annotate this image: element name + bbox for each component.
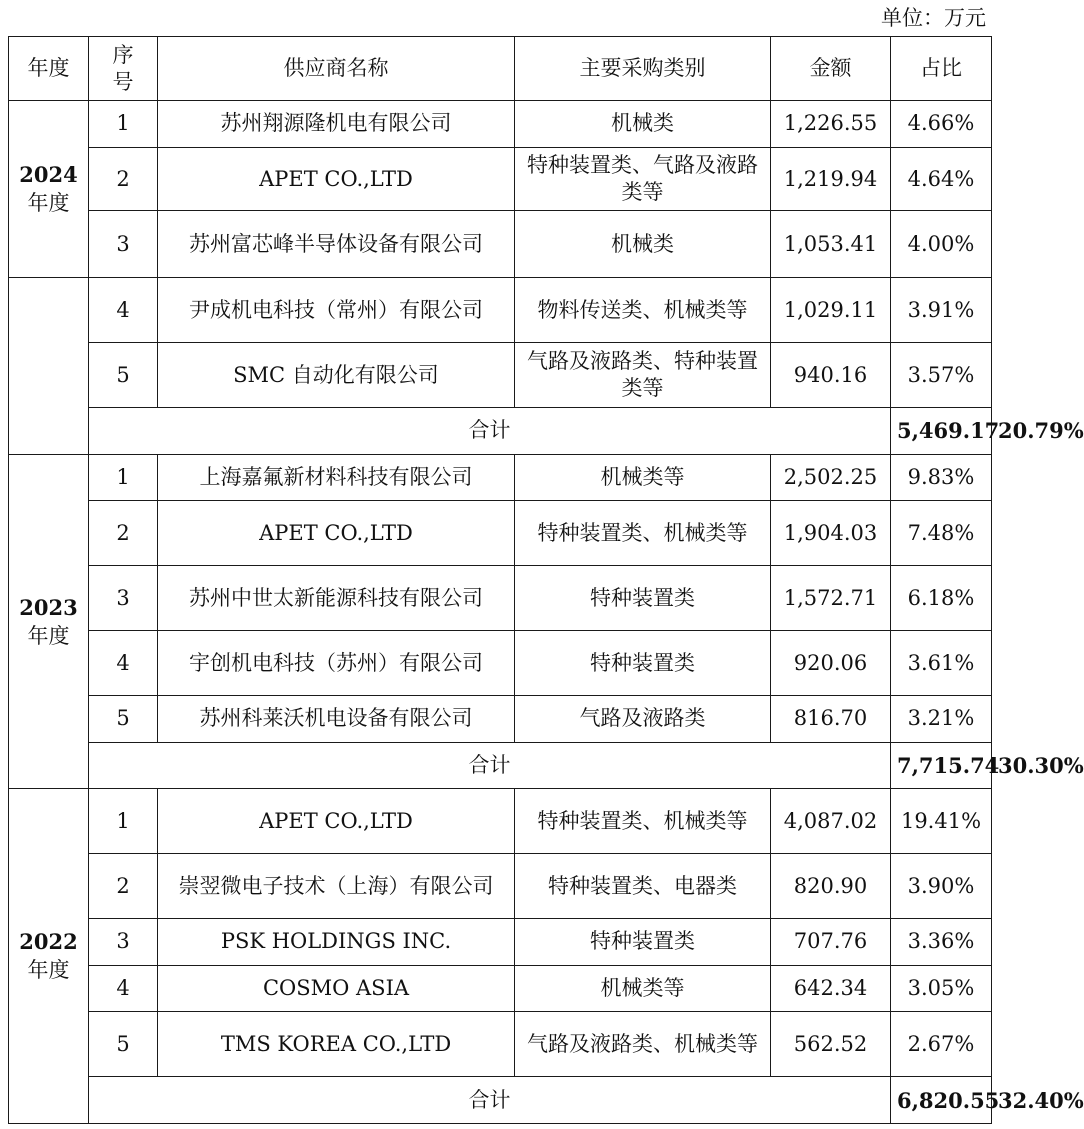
amount-cell: 1,226.55 <box>771 101 891 148</box>
year-cell <box>9 101 89 278</box>
total-label: 合计 <box>89 1077 891 1124</box>
supplier-cell: 苏州中世太新能源科技有限公司 <box>158 566 515 631</box>
amount-cell: 1,904.03 <box>771 501 891 566</box>
table-row <box>9 1012 992 1077</box>
amount-cell: 562.52 <box>771 1012 891 1077</box>
share-cell: 3.57% <box>891 343 992 408</box>
category-cell: 特种装置类 <box>515 566 771 631</box>
amount-cell: 642.34 <box>771 965 891 1012</box>
table-row <box>9 501 992 566</box>
seq-cell: 2 <box>89 854 158 919</box>
category-cell: 特种装置类、机械类等 <box>515 501 771 566</box>
share-cell: 2.67% <box>891 1012 992 1077</box>
header-seq: 序号 <box>89 37 158 101</box>
category-cell: 特种装置类 <box>515 631 771 696</box>
share-cell: 4.64% <box>891 147 992 211</box>
amount-cell: 940.16 <box>771 343 891 408</box>
year-cell <box>9 454 89 789</box>
amount-cell: 1,053.41 <box>771 211 891 278</box>
header-share: 占比 <box>891 37 992 101</box>
year-suffix: 年度 <box>27 191 70 216</box>
category-cell: 机械类 <box>515 101 771 148</box>
share-cell: 9.83% <box>891 454 992 501</box>
table-row <box>9 696 992 743</box>
table-row <box>9 919 992 966</box>
year-suffix: 年度 <box>27 623 70 648</box>
amount-cell: 816.70 <box>771 696 891 743</box>
seq-cell: 1 <box>89 454 158 501</box>
amount-cell: 2,502.25 <box>771 454 891 501</box>
seq-cell: 3 <box>89 919 158 966</box>
share-cell: 3.91% <box>891 278 992 343</box>
category-cell: 物料传送类、机械类等 <box>515 278 771 343</box>
share-cell: 3.05% <box>891 965 992 1012</box>
supplier-cell: 上海嘉氟新材料科技有限公司 <box>158 454 515 501</box>
category-cell: 气路及液路类、特种装置类等 <box>515 343 771 408</box>
table-row <box>9 789 992 854</box>
category-cell: 气路及液路类、机械类等 <box>515 1012 771 1077</box>
header-category: 主要采购类别 <box>515 37 771 101</box>
total-row: 合计 6,820.55 32.40% <box>9 1077 992 1124</box>
seq-cell: 1 <box>89 789 158 854</box>
share-cell: 4.66% <box>891 101 992 148</box>
amount-cell: 707.76 <box>771 919 891 966</box>
supplier-table <box>8 36 1084 1124</box>
seq-cell: 5 <box>89 1012 158 1077</box>
table-row <box>9 854 992 919</box>
table-row <box>9 454 992 501</box>
seq-cell: 5 <box>89 696 158 743</box>
unit-label: 单位：万元 <box>881 6 986 30</box>
category-cell: 机械类 <box>515 211 771 278</box>
seq-cell: 5 <box>89 343 158 408</box>
header-supplier: 供应商名称 <box>158 37 515 101</box>
supplier-cell: COSMO ASIA <box>158 965 515 1012</box>
amount-cell: 820.90 <box>771 854 891 919</box>
year-value: 2024 <box>19 162 78 188</box>
category-cell: 特种装置类、气路及液路类等 <box>515 147 771 211</box>
seq-cell: 4 <box>89 278 158 343</box>
table-row <box>9 211 992 278</box>
total-row: 合计 7,715.74 30.30% <box>9 742 992 789</box>
seq-cell: 3 <box>89 211 158 278</box>
table-row <box>9 965 992 1012</box>
supplier-cell: 宇创机电科技（苏州）有限公司 <box>158 631 515 696</box>
supplier-cell: 苏州科莱沃机电设备有限公司 <box>158 696 515 743</box>
header-row <box>9 37 992 101</box>
total-label: 合计 <box>89 742 891 789</box>
seq-cell: 1 <box>89 101 158 148</box>
share-cell: 19.41% <box>891 789 992 854</box>
share-cell: 3.36% <box>891 919 992 966</box>
category-cell: 气路及液路类 <box>515 696 771 743</box>
share-cell: 3.61% <box>891 631 992 696</box>
share-cell: 3.21% <box>891 696 992 743</box>
supplier-cell: TMS KOREA CO.,LTD <box>158 1012 515 1077</box>
total-row: 合计 5,469.17 20.79% <box>9 408 992 455</box>
share-cell: 7.48% <box>891 501 992 566</box>
seq-cell: 4 <box>89 965 158 1012</box>
supplier-cell: APET CO.,LTD <box>158 501 515 566</box>
category-cell: 特种装置类、电器类 <box>515 854 771 919</box>
seq-cell: 2 <box>89 501 158 566</box>
total-amount: 6,820.55 <box>891 1077 992 1124</box>
amount-cell: 1,572.71 <box>771 566 891 631</box>
year-value: 2023 <box>19 594 78 620</box>
year-value: 2022 <box>19 929 78 955</box>
supplier-cell: 苏州翔源隆机电有限公司 <box>158 101 515 148</box>
year-cell-empty <box>9 278 89 454</box>
table-row <box>9 101 992 148</box>
category-cell: 机械类等 <box>515 965 771 1012</box>
year-cell <box>9 789 89 1124</box>
table-row <box>9 147 992 211</box>
table-row <box>9 343 992 408</box>
supplier-cell: 崇翌微电子技术（上海）有限公司 <box>158 854 515 919</box>
seq-cell: 2 <box>89 147 158 211</box>
header-year: 年度 <box>9 37 89 101</box>
supplier-cell: APET CO.,LTD <box>158 789 515 854</box>
category-cell: 特种装置类 <box>515 919 771 966</box>
table-row <box>9 278 992 343</box>
total-label: 合计 <box>89 408 891 455</box>
supplier-cell: PSK HOLDINGS INC. <box>158 919 515 966</box>
supplier-cell: SMC 自动化有限公司 <box>158 343 515 408</box>
total-amount: 5,469.17 <box>891 408 992 455</box>
table-row <box>9 566 992 631</box>
supplier-cell: APET CO.,LTD <box>158 147 515 211</box>
category-cell: 机械类等 <box>515 454 771 501</box>
supplier-cell: 尹成机电科技（常州）有限公司 <box>158 278 515 343</box>
header-amount: 金额 <box>771 37 891 101</box>
amount-cell: 1,219.94 <box>771 147 891 211</box>
supplier-cell: 苏州富芯峰半导体设备有限公司 <box>158 211 515 278</box>
table-row <box>9 631 992 696</box>
total-amount: 7,715.74 <box>891 742 992 789</box>
share-cell: 4.00% <box>891 211 992 278</box>
share-cell: 3.90% <box>891 854 992 919</box>
amount-cell: 1,029.11 <box>771 278 891 343</box>
share-cell: 6.18% <box>891 566 992 631</box>
amount-cell: 4,087.02 <box>771 789 891 854</box>
seq-cell: 4 <box>89 631 158 696</box>
seq-cell: 3 <box>89 566 158 631</box>
category-cell: 特种装置类、机械类等 <box>515 789 771 854</box>
year-suffix: 年度 <box>27 958 70 983</box>
amount-cell: 920.06 <box>771 631 891 696</box>
